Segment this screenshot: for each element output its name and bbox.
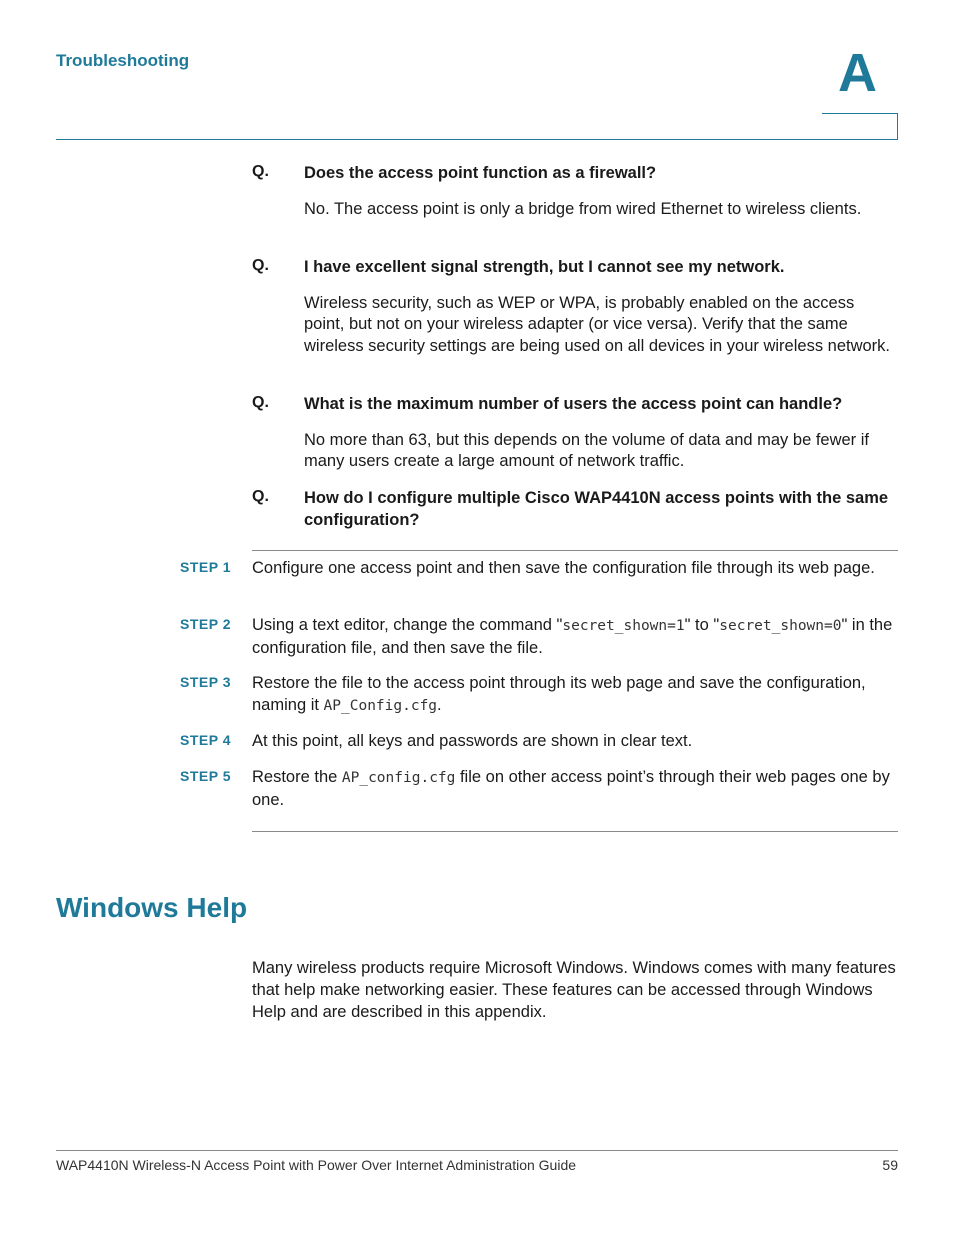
footer-title: WAP4410N Wireless-N Access Point with Power Over Internet Administration Guide — [56, 1157, 577, 1173]
question-marker: Q. — [252, 488, 269, 505]
step-5 — [180, 767, 898, 811]
header-rule — [56, 139, 898, 140]
page-number: 59 — [882, 1157, 898, 1173]
faq-item-multiple-ap — [252, 488, 898, 531]
step-label: STEP 4 — [180, 732, 231, 748]
question-marker: Q. — [252, 257, 269, 274]
question-text: What is the maximum number of users the access point can handle? — [304, 395, 843, 413]
answer-text: No. The access point is only a bridge from wired Ethernet to wireless clients. — [304, 199, 862, 218]
step-text: Configure one access point and then save the configuration file through its web page. — [252, 559, 875, 577]
question-marker: Q. — [252, 394, 269, 411]
answer-text: Wireless security, such as WEP or WPA, is probably enabled on the access point, but not on your wireless adapter (or vice versa). Verify that the same wireless security settings are being used on all devices in your wireless network. — [304, 293, 891, 355]
section-label: Troubleshooting — [56, 51, 190, 70]
step-1 — [180, 558, 898, 580]
step-label: STEP 5 — [180, 768, 231, 784]
step-text: Restore the file to the access point through its web page and save the configuration, naming it AP_Config.cfg. — [252, 674, 866, 714]
steps-bottom-rule — [252, 831, 898, 832]
code-text: secret_shown=0 — [719, 618, 842, 634]
step-4 — [180, 731, 898, 753]
code-text: AP_Config.cfg — [323, 697, 438, 714]
code-text: secret_shown=1 — [562, 618, 685, 634]
section-body: Many wireless products require Microsoft Windows. Windows comes with many features that help make networking easier. These features can be accessed through Windows Help and are described in this appendix. — [252, 959, 896, 1021]
steps-top-rule — [252, 550, 898, 551]
step-label: STEP 3 — [180, 674, 231, 690]
chapter-tab-box — [822, 113, 898, 140]
footer-rule — [56, 1150, 898, 1151]
faq-item-firewall — [252, 163, 898, 220]
step-text: Restore the AP_config.cfg file on other access point’s through their web pages one by one. — [252, 768, 890, 809]
answer-text: No more than 63, but this depends on the volume of data and may be fewer if many users create a large amount of network traffic. — [304, 430, 870, 470]
faq-item-signal — [252, 257, 898, 357]
step-text: At this point, all keys and passwords are shown in clear text. — [252, 732, 693, 750]
step-label: STEP 1 — [180, 559, 231, 575]
faq-item-max-users — [252, 394, 898, 473]
question-text: How do I configure multiple Cisco WAP4410N access points with the same configuration? — [304, 489, 889, 529]
step-label: STEP 2 — [180, 616, 231, 632]
step-text: Using a text editor, change the command "secret_shown=1" to "secret_shown=0" in the configuration file, and then save the file. — [252, 616, 893, 657]
step-2 — [180, 615, 898, 659]
code-text: AP_config.cfg — [341, 770, 456, 786]
question-marker: Q. — [252, 163, 269, 180]
step-3 — [180, 673, 898, 717]
section-heading: Windows Help — [56, 892, 248, 923]
chapter-letter: A — [838, 43, 877, 103]
question-text: I have excellent signal strength, but I cannot see my network. — [304, 258, 785, 276]
question-text: Does the access point function as a firewall? — [304, 164, 657, 182]
